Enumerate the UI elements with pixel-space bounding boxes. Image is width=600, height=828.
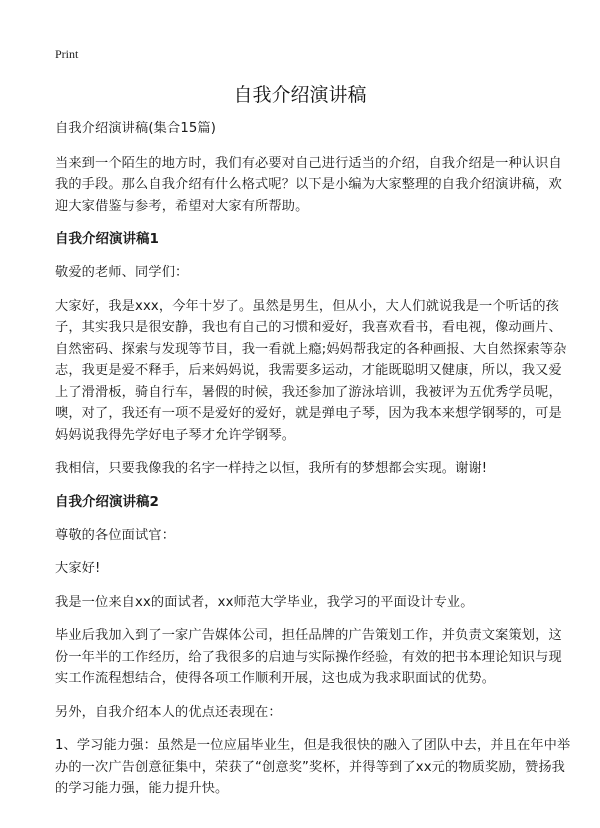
paragraph: 另外，自我介绍本人的优点还表现在： <box>55 704 282 720</box>
document-body <box>55 118 575 812</box>
section-2 <box>55 492 575 800</box>
section-heading: 自我介绍演讲稿2 <box>55 493 159 510</box>
paragraph: 大家好，我是xxx，今年十岁了。虽然是男生，但从小，大人们就说我是一个听话的孩子，其实我只是很安静，我也有自己的习惯和爱好，我喜欢看书，看电视，像动画片、自然密码、探索与发现等节目，我一看就上瘾;妈妈帮我定的各种画报、大自然探索等杂志，我更是爱不释手，后来妈妈说，我需要多运动，才能既聪明又健康，所以，我又爱上了滑滑板，骑自行车，暑假的时候，我还参加了游泳培训，我被评为五优秀学员呢，噢，对了，我还有一项不是爱好的爱好，就是弹电子琴，因为我本来想学钢琴的，可是妈妈说我得先学好电子琴才允许学钢琴。 <box>55 298 567 443</box>
paragraph: 1、学习能力强：虽然是一位应届毕业生，但是我很快的融入了团队中去，并且在年中举办的一次广告创意征集中，荣获了“创意奖”奖杯，并得等到了xx元的物质奖励，赞扬我的学习能力强，能力提升快。 <box>55 738 571 796</box>
print-link[interactable]: Print <box>55 47 79 61</box>
paragraph: 我是一位来自xx的面试者，xx师范大学毕业，我学习的平面设计专业。 <box>55 594 474 610</box>
section-1 <box>55 229 575 480</box>
paragraph: 毕业后我加入到了一家广告媒体公司，担任品牌的广告策划工作，并负责文案策划，这份一年半的工作经历，给了我很多的启迪与实际操作经验，有效的把书本理论知识与现实工作流程想结合，使得各项工作顺利开展，这也成为我求职面试的优势。 <box>55 628 562 686</box>
paragraph: 大家好! <box>55 561 101 576</box>
greeting: 尊敬的各位面试官： <box>55 527 176 543</box>
document-subtitle: 自我介绍演讲稿(集合15篇) <box>55 121 217 136</box>
page-title: 自我介绍演讲稿 <box>233 84 367 106</box>
intro-paragraph: 当来到一个陌生的地方时，我们有必要对自己进行适当的介绍，自我介绍是一种认识自我的手段。那么自我介绍有什么格式呢？以下是小编为大家整理的自我介绍演讲稿，欢迎大家借鉴与参考，希望对大家有所帮助。 <box>55 155 562 214</box>
greeting: 敬爱的老师、同学们： <box>55 265 189 280</box>
section-heading: 自我介绍演讲稿1 <box>55 231 159 247</box>
paragraph: 我相信，只要我像我的名字一样持之以恒，我所有的梦想都会实现。谢谢! <box>55 461 488 476</box>
